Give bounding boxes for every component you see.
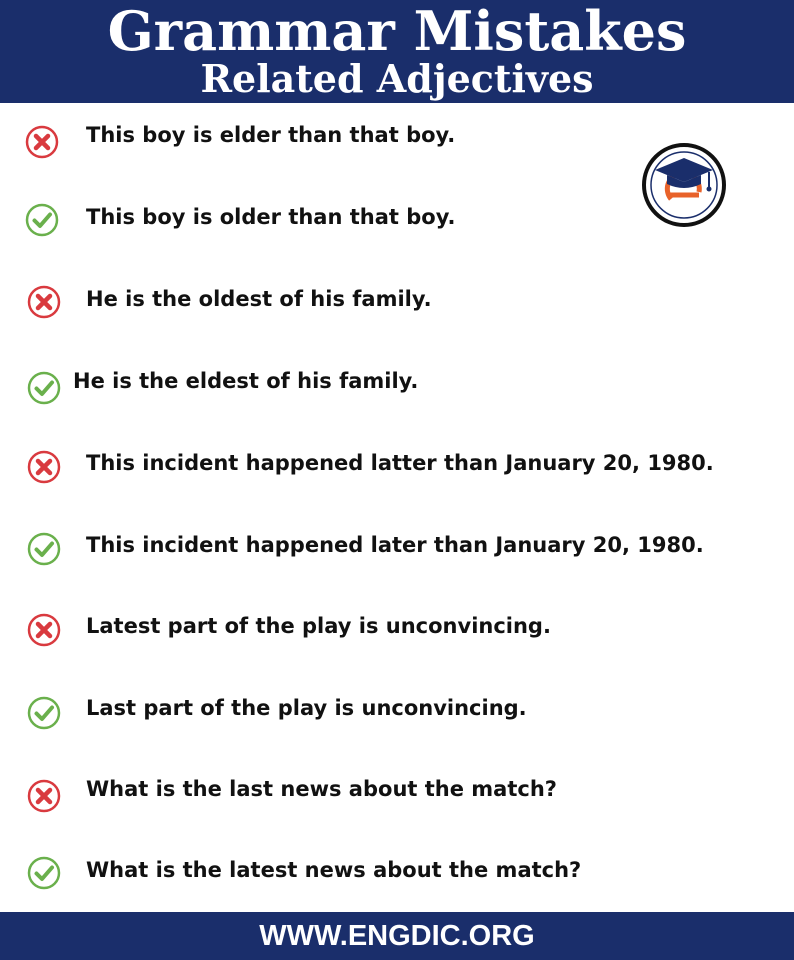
sentence-text: What is the latest news about the match? bbox=[86, 858, 582, 882]
sentence-text: Latest part of the play is unconvincing. bbox=[86, 614, 551, 638]
sentence-text: This boy is elder than that boy. bbox=[86, 123, 456, 147]
incorrect-sentence-row bbox=[0, 117, 794, 161]
sentence-text: He is the oldest of his family. bbox=[86, 287, 432, 311]
page-title: Grammar Mistakes bbox=[107, 0, 687, 63]
cross-icon bbox=[27, 285, 61, 319]
incorrect-sentence-row bbox=[0, 771, 794, 815]
correct-sentence-row bbox=[0, 852, 794, 896]
check-icon bbox=[27, 856, 61, 890]
cross-icon bbox=[27, 613, 61, 647]
check-icon bbox=[27, 532, 61, 566]
incorrect-sentence-row bbox=[0, 281, 794, 325]
check-icon bbox=[27, 696, 61, 730]
correct-sentence-row bbox=[0, 363, 794, 407]
incorrect-sentence-row bbox=[0, 445, 794, 489]
sentence-text: He is the eldest of his family. bbox=[73, 369, 419, 393]
sentence-text: This incident happened latter than January 20, 1980. bbox=[86, 451, 714, 475]
footer-banner bbox=[0, 912, 794, 960]
cross-icon bbox=[25, 125, 59, 159]
sentence-text: Last part of the play is unconvincing. bbox=[86, 696, 527, 720]
page-subtitle: Related Adjectives bbox=[200, 56, 594, 101]
check-icon bbox=[25, 203, 59, 237]
correct-sentence-row bbox=[0, 199, 794, 243]
correct-sentence-row bbox=[0, 690, 794, 734]
incorrect-sentence-row bbox=[0, 608, 794, 652]
check-icon bbox=[27, 371, 61, 405]
website-url: WWW.ENGDIC.ORG bbox=[259, 920, 535, 952]
sentence-text: What is the last news about the match? bbox=[86, 777, 557, 801]
sentence-text: This incident happened later than January 20, 1980. bbox=[86, 533, 704, 557]
correct-sentence-row bbox=[0, 527, 794, 571]
cross-icon bbox=[27, 779, 61, 813]
sentence-text: This boy is older than that boy. bbox=[86, 205, 456, 229]
cross-icon bbox=[27, 450, 61, 484]
header-banner bbox=[0, 0, 794, 103]
